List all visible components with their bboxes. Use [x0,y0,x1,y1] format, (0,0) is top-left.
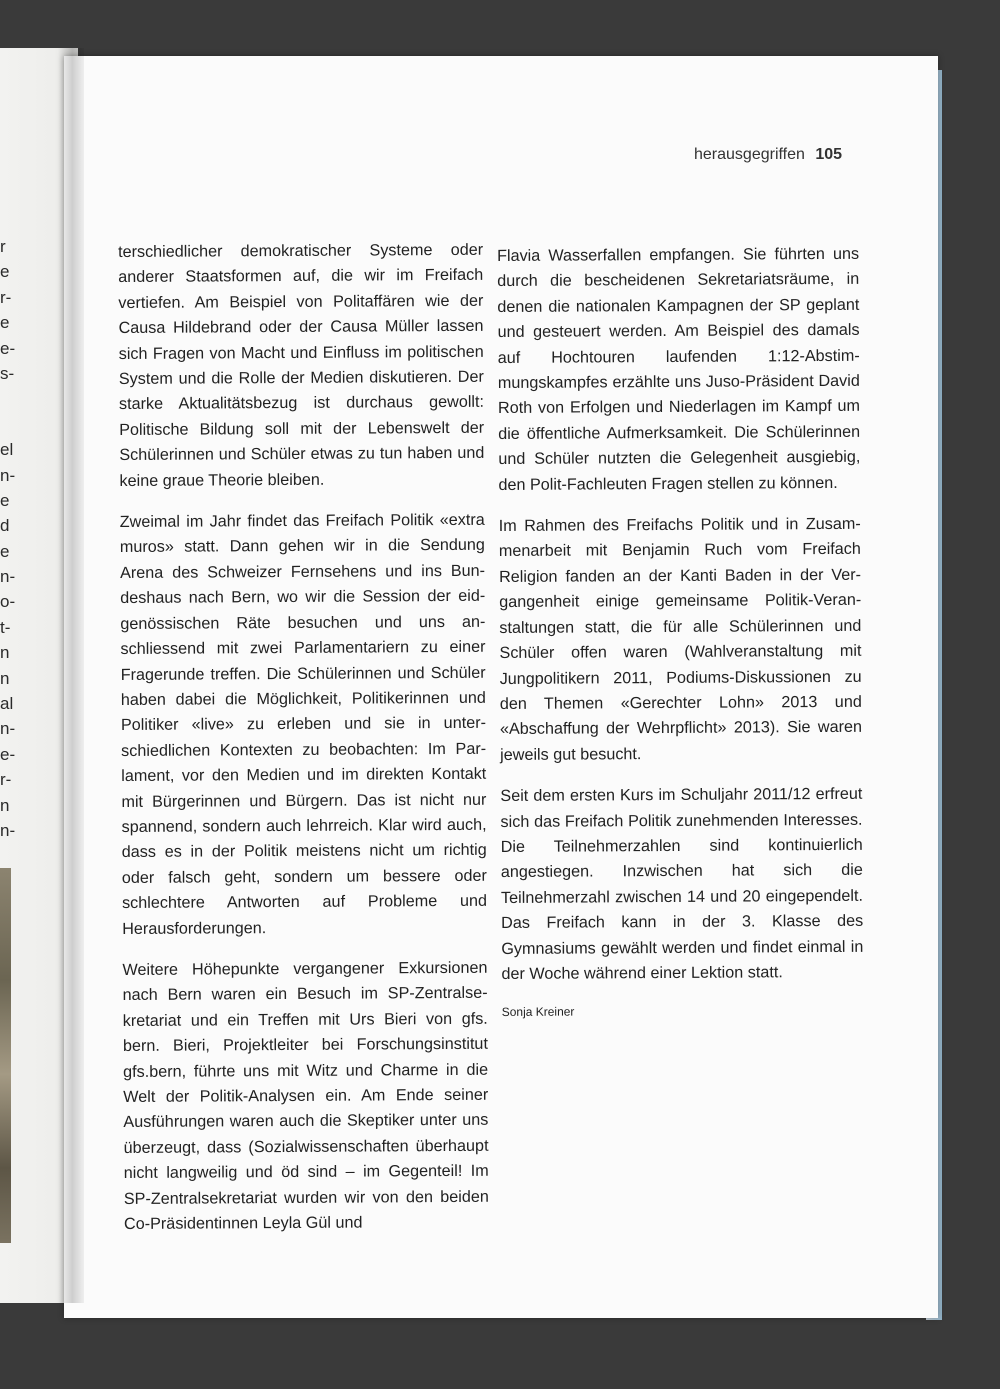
text-column-right [497,242,864,1022]
left-fragment: e [0,541,10,561]
book-gutter [58,48,84,1303]
left-fragment: n [0,668,10,688]
left-fragment: d [0,516,10,536]
left-fragment: n [0,643,10,663]
paragraph: Zweimal im Jahr findet das Freifach Politik «extra muros» statt. Dann gehen wir in die Sendung Arena des Schweizer Fernsehens und ins Bundeshaus nach Bern, wo wir die Session der eidgenössischen Räte besuchen und uns anschliessend mit zwei Parlamentariern zu einer Fragerunde treffen. Die Schülerinnen und Schüler haben dabei die Möglichkeit, Politikerinnen und Politiker «live» zu erleben und sie in unterschiedlichen Kontexten zu beobachten: Im Parlament, vor den Medien und im direkten Kontakt mit Bürgerinnen und Bürgern. Das ist nicht nur spannend, sondern auch lehrreich. Klar wird auch, dass es in der Politik meistens nicht um richtig oder falsch geht, sondern um bessere oder schlechtere Antworten auf Probleme und Herausforderungen. [119,510,488,938]
paragraph: terschiedlicher demokratischer Systeme oder anderer Staatsformen auf, die wir im Freifach vertiefen. Am Beispiel von Politaffären wie der Causa Hildebrand oder der Causa Müller lassen sich Fragen von Macht und Einfluss im politischen System und die Rolle der Medien diskutieren. Der starke Aktualitätsbezug ist durchaus gewollt: Politische Bildung soll mit der Lebenswelt der Schülerinnen und Schüler etwas zu tun haben und keine graue Theorie bleiben. [118,240,485,490]
paragraph: Seit dem ersten Kurs im Schuljahr 2011/12 erfreut sich das Freifach Politik zunehmenden Interesses. Die Teilnehmerzahlen sind kontinuierlich angestiegen. Inzwischen hat sich die Teilnehmerzahl zwischen 14 und 20 eingependelt. Das Freifach kann in der 3. Klasse des Gymnasiums gewählt werden und findet einmal in der Woche während einer Lektion statt. [500,784,864,983]
left-fragment: n- [0,820,16,840]
left-fragment: e- [0,744,16,764]
paragraph: Im Rahmen des Freifachs Politik und in Zusammenarbeit mit Benjamin Ruch vom Freifach Religion fanden an der Kanti Baden in der Vergangenheit einige gemeinsame Politik-Veranstaltungen statt, die für alle Schülerinnen und Schüler offen waren (Wahlveranstaltung mit Jungpolitikern 2011, Podiums-Diskussionen zu den Themen «Gerechter Lohn» 2013 und «Abschaffung der Wehrpflicht» 2013). Sie waren jeweils gut besucht. [498,514,863,764]
left-fragment: s- [0,363,15,383]
left-fragment: el [0,440,14,460]
left-fragment: o- [0,592,16,612]
text-column-left [118,238,489,1254]
left-fragment: r- [0,287,12,307]
page-number: 105 [815,146,843,163]
left-page-text-fragments [0,234,14,843]
left-fragment: n- [0,465,16,485]
left-fragment: al [0,694,14,714]
running-header [694,146,842,164]
left-fragment: n [0,795,10,815]
paragraph: Weitere Höhepunkte vergangener Exkursionen nach Bern waren ein Besuch im SP-Zentralsekretariat und ein Treffen mit Urs Bieri von gfs. bern. Bieri, Projektleiter bei Forschungsinstitut gfs.bern, führte uns mit Witz und Charme in die Welt der Politik-Analysen ein. Am Ende seiner Ausführungen waren auch die Skeptiker unter uns überzeugt, dass (Sozialwissenschaften überhaupt nicht langweilig und öd sind – im Gegenteil! Im SP-Zentralsekretariat wurden wir von den beiden Co-Präsidentinnen Leyla Gül und [122,958,489,1234]
left-fragment [0,386,14,411]
left-page-photo [0,868,11,1243]
left-fragment: r- [0,770,12,790]
left-fragment: n- [0,719,16,739]
left-fragment: e- [0,338,16,358]
left-fragment: r [0,237,6,256]
left-fragment: t- [0,617,11,637]
author-signature: Sonja Kreiner [501,1004,575,1020]
left-fragment: n- [0,567,16,587]
left-fragment [0,412,14,437]
left-fragment: e [0,262,10,282]
section-title: herausgegriffen [694,146,805,163]
paragraph: Flavia Wasserfallen empfangen. Sie führten uns durch die bescheidenen Sekretariatsräume, in denen die nationalen Kampagnen der SP geplant und gesteuert werden. Am Beispiel des damals auf Hochtouren laufenden 1:12-Abstimmungskampfes erzählte uns Juso-Präsident David Roth von Erfolgen und Niederlagen im Kampf um die öffentliche Aufmerksamkeit. Die Schülerinnen und Schüler nutzten die Gelegenheit ausgiebig, den Polit-Fachleuten Fragen stellen zu können. [497,244,861,494]
left-fragment: e [0,490,10,510]
left-fragment: e [0,313,10,333]
